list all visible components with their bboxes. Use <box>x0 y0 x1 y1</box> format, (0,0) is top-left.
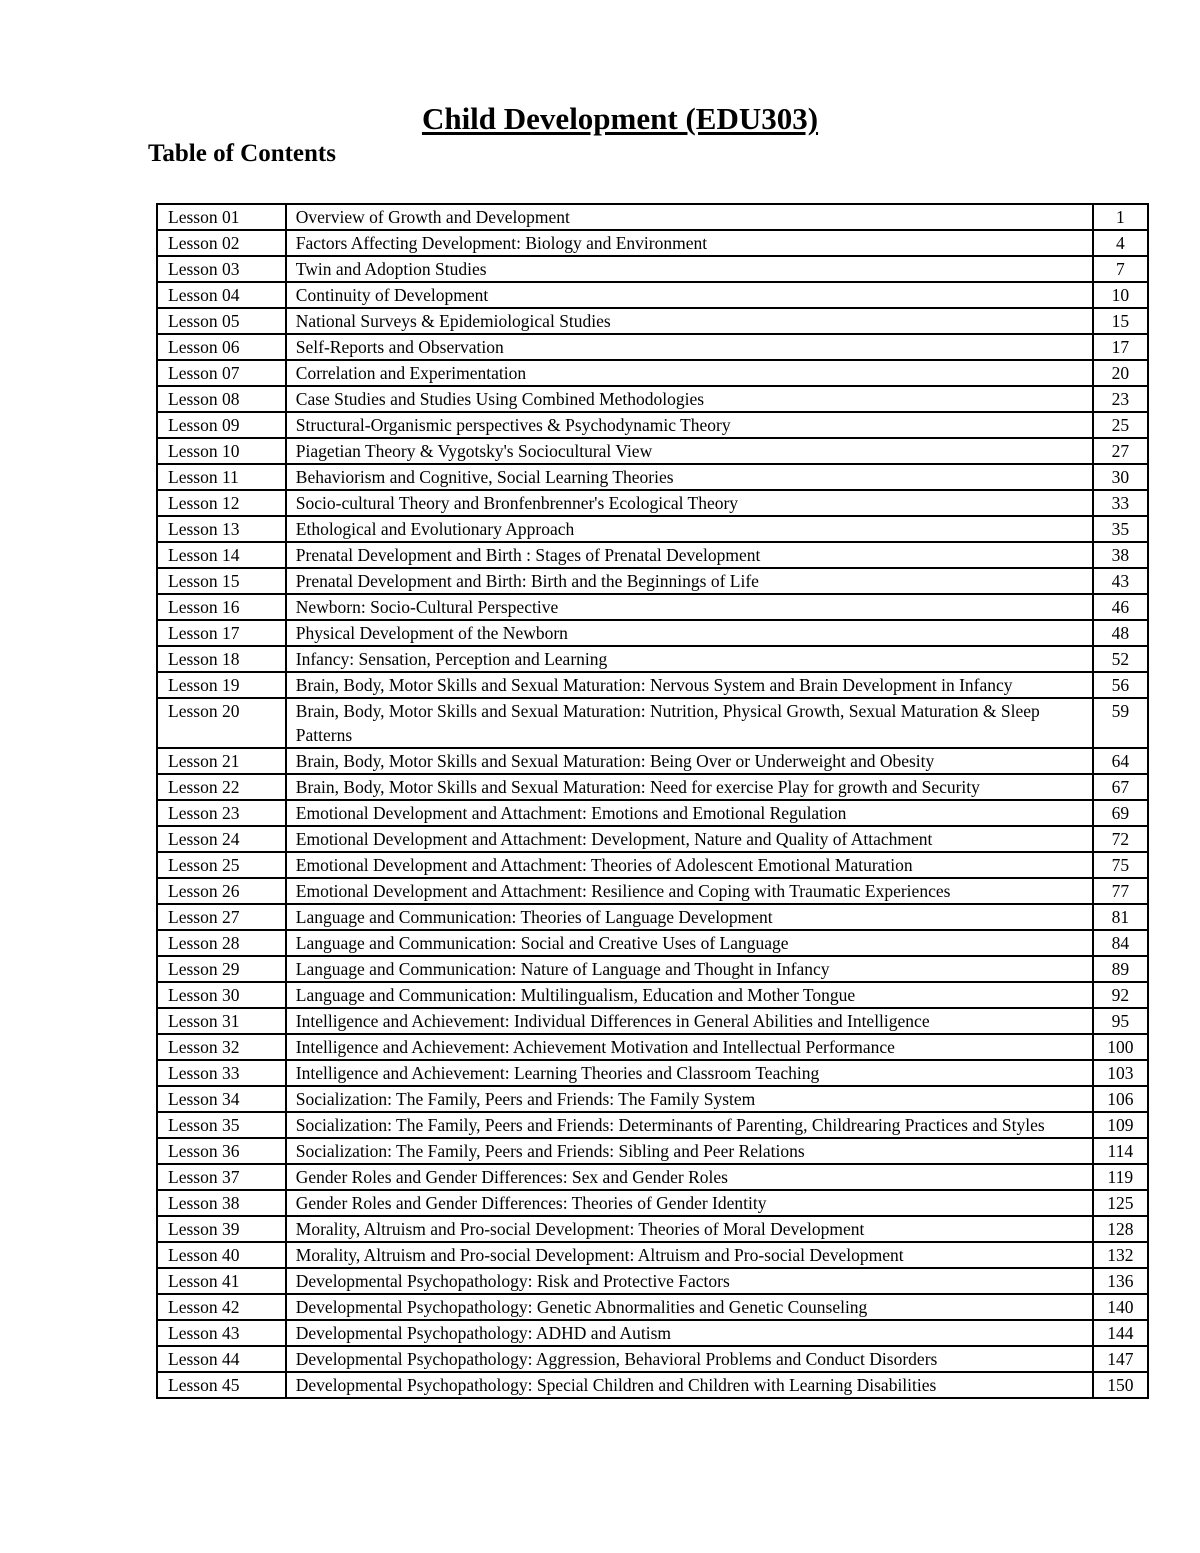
lesson-topic: National Surveys & Epidemiological Studies <box>286 308 1093 334</box>
lesson-topic: Brain, Body, Motor Skills and Sexual Maturation: Being Over or Underweight and Obesity <box>286 748 1093 774</box>
page-number: 140 <box>1093 1294 1148 1320</box>
lesson-number: Lesson 07 <box>157 360 286 386</box>
lesson-topic: Developmental Psychopathology: Aggression, Behavioral Problems and Conduct Disorders <box>286 1346 1093 1372</box>
lesson-topic: Newborn: Socio-Cultural Perspective <box>286 594 1093 620</box>
lesson-number: Lesson 16 <box>157 594 286 620</box>
page-number: 25 <box>1093 412 1148 438</box>
toc-row <box>157 698 1148 748</box>
page-number: 114 <box>1093 1138 1148 1164</box>
page-number: 59 <box>1093 698 1148 748</box>
lesson-number: Lesson 03 <box>157 256 286 282</box>
lesson-number: Lesson 10 <box>157 438 286 464</box>
lesson-number: Lesson 23 <box>157 800 286 826</box>
toc-row <box>157 1008 1148 1034</box>
toc-row <box>157 490 1148 516</box>
lesson-topic: Piagetian Theory & Vygotsky's Sociocultural View <box>286 438 1093 464</box>
toc-row <box>157 1112 1148 1138</box>
page-number: 64 <box>1093 748 1148 774</box>
toc-row <box>157 1034 1148 1060</box>
lesson-number: Lesson 20 <box>157 698 286 748</box>
toc-row <box>157 982 1148 1008</box>
toc-row <box>157 774 1148 800</box>
lesson-topic: Language and Communication: Social and Creative Uses of Language <box>286 930 1093 956</box>
lesson-topic: Brain, Body, Motor Skills and Sexual Maturation: Nervous System and Brain Development in Infancy <box>286 672 1093 698</box>
lesson-topic: Physical Development of the Newborn <box>286 620 1093 646</box>
toc-row <box>157 646 1148 672</box>
lesson-topic: Socialization: The Family, Peers and Friends: Determinants of Parenting, Childrearing Practices and Styles <box>286 1112 1093 1138</box>
lesson-number: Lesson 04 <box>157 282 286 308</box>
toc-row <box>157 1242 1148 1268</box>
lesson-number: Lesson 38 <box>157 1190 286 1216</box>
lesson-number: Lesson 22 <box>157 774 286 800</box>
lesson-topic: Socio-cultural Theory and Bronfenbrenner's Ecological Theory <box>286 490 1093 516</box>
page-number: 150 <box>1093 1372 1148 1398</box>
lesson-number: Lesson 40 <box>157 1242 286 1268</box>
toc-row <box>157 1138 1148 1164</box>
lesson-topic: Emotional Development and Attachment: Theories of Adolescent Emotional Maturation <box>286 852 1093 878</box>
lesson-topic: Developmental Psychopathology: ADHD and Autism <box>286 1320 1093 1346</box>
page-number: 23 <box>1093 386 1148 412</box>
lesson-number: Lesson 06 <box>157 334 286 360</box>
lesson-number: Lesson 27 <box>157 904 286 930</box>
toc-row <box>157 282 1148 308</box>
lesson-topic: Correlation and Experimentation <box>286 360 1093 386</box>
page-number: 69 <box>1093 800 1148 826</box>
toc-row <box>157 230 1148 256</box>
toc-row <box>157 438 1148 464</box>
page-number: 17 <box>1093 334 1148 360</box>
lesson-number: Lesson 17 <box>157 620 286 646</box>
page-number: 7 <box>1093 256 1148 282</box>
lesson-number: Lesson 14 <box>157 542 286 568</box>
lesson-number: Lesson 09 <box>157 412 286 438</box>
lesson-topic: Developmental Psychopathology: Risk and Protective Factors <box>286 1268 1093 1294</box>
toc-row <box>157 1190 1148 1216</box>
toc-row <box>157 620 1148 646</box>
lesson-topic: Emotional Development and Attachment: Resilience and Coping with Traumatic Experiences <box>286 878 1093 904</box>
toc-row <box>157 1320 1148 1346</box>
lesson-topic: Language and Communication: Nature of Language and Thought in Infancy <box>286 956 1093 982</box>
page-number: 84 <box>1093 930 1148 956</box>
lesson-topic: Continuity of Development <box>286 282 1093 308</box>
lesson-number: Lesson 29 <box>157 956 286 982</box>
page-number: 10 <box>1093 282 1148 308</box>
toc-row <box>157 568 1148 594</box>
lesson-number: Lesson 19 <box>157 672 286 698</box>
lesson-topic: Gender Roles and Gender Differences: Theories of Gender Identity <box>286 1190 1093 1216</box>
page-number: 100 <box>1093 1034 1148 1060</box>
page-number: 35 <box>1093 516 1148 542</box>
lesson-topic: Intelligence and Achievement: Learning Theories and Classroom Teaching <box>286 1060 1093 1086</box>
toc-body <box>157 204 1148 1398</box>
page-number: 27 <box>1093 438 1148 464</box>
lesson-number: Lesson 34 <box>157 1086 286 1112</box>
lesson-number: Lesson 33 <box>157 1060 286 1086</box>
toc-row <box>157 256 1148 282</box>
page-number: 119 <box>1093 1164 1148 1190</box>
toc-row <box>157 334 1148 360</box>
toc-row <box>157 308 1148 334</box>
lesson-topic: Factors Affecting Development: Biology and Environment <box>286 230 1093 256</box>
lesson-topic: Ethological and Evolutionary Approach <box>286 516 1093 542</box>
lesson-topic: Intelligence and Achievement: Achievement Motivation and Intellectual Performance <box>286 1034 1093 1060</box>
lesson-number: Lesson 32 <box>157 1034 286 1060</box>
lesson-topic: Overview of Growth and Development <box>286 204 1093 230</box>
lesson-topic: Emotional Development and Attachment: Emotions and Emotional Regulation <box>286 800 1093 826</box>
toc-heading: Table of Contents <box>148 140 336 167</box>
toc-row <box>157 1216 1148 1242</box>
lesson-topic: Socialization: The Family, Peers and Friends: Sibling and Peer Relations <box>286 1138 1093 1164</box>
lesson-number: Lesson 25 <box>157 852 286 878</box>
page-number: 33 <box>1093 490 1148 516</box>
toc-row <box>157 1164 1148 1190</box>
page-number: 109 <box>1093 1112 1148 1138</box>
toc-row <box>157 542 1148 568</box>
page-number: 106 <box>1093 1086 1148 1112</box>
page-number: 132 <box>1093 1242 1148 1268</box>
lesson-topic: Morality, Altruism and Pro-social Development: Altruism and Pro-social Development <box>286 1242 1093 1268</box>
toc-row <box>157 852 1148 878</box>
toc-row <box>157 204 1148 230</box>
lesson-number: Lesson 13 <box>157 516 286 542</box>
page-number: 89 <box>1093 956 1148 982</box>
page-number: 72 <box>1093 826 1148 852</box>
lesson-topic: Structural-Organismic perspectives & Psychodynamic Theory <box>286 412 1093 438</box>
lesson-number: Lesson 30 <box>157 982 286 1008</box>
lesson-number: Lesson 26 <box>157 878 286 904</box>
toc-row <box>157 1060 1148 1086</box>
lesson-topic: Emotional Development and Attachment: Development, Nature and Quality of Attachment <box>286 826 1093 852</box>
page-number: 77 <box>1093 878 1148 904</box>
toc-row <box>157 360 1148 386</box>
lesson-topic: Behaviorism and Cognitive, Social Learning Theories <box>286 464 1093 490</box>
toc-row <box>157 904 1148 930</box>
lesson-number: Lesson 43 <box>157 1320 286 1346</box>
toc-row <box>157 516 1148 542</box>
page-number: 147 <box>1093 1346 1148 1372</box>
page-number: 92 <box>1093 982 1148 1008</box>
toc-row <box>157 878 1148 904</box>
lesson-number: Lesson 08 <box>157 386 286 412</box>
lesson-number: Lesson 31 <box>157 1008 286 1034</box>
page-number: 136 <box>1093 1268 1148 1294</box>
toc-row <box>157 956 1148 982</box>
lesson-number: Lesson 35 <box>157 1112 286 1138</box>
toc-row <box>157 800 1148 826</box>
page-number: 67 <box>1093 774 1148 800</box>
page-number: 95 <box>1093 1008 1148 1034</box>
page-number: 81 <box>1093 904 1148 930</box>
lesson-topic: Brain, Body, Motor Skills and Sexual Maturation: Nutrition, Physical Growth, Sexual Maturation & Sleep Patterns <box>286 698 1093 748</box>
lesson-topic: Language and Communication: Theories of Language Development <box>286 904 1093 930</box>
lesson-number: Lesson 05 <box>157 308 286 334</box>
lesson-topic: Prenatal Development and Birth : Stages of Prenatal Development <box>286 542 1093 568</box>
lesson-number: Lesson 11 <box>157 464 286 490</box>
page-number: 20 <box>1093 360 1148 386</box>
lesson-number: Lesson 36 <box>157 1138 286 1164</box>
lesson-topic: Socialization: The Family, Peers and Friends: The Family System <box>286 1086 1093 1112</box>
toc-row <box>157 672 1148 698</box>
lesson-number: Lesson 18 <box>157 646 286 672</box>
page-number: 48 <box>1093 620 1148 646</box>
page-number: 43 <box>1093 568 1148 594</box>
page-number: 75 <box>1093 852 1148 878</box>
page-number: 56 <box>1093 672 1148 698</box>
document-title: Child Development (EDU303) <box>421 101 819 136</box>
page-number: 52 <box>1093 646 1148 672</box>
lesson-topic: Self-Reports and Observation <box>286 334 1093 360</box>
page-number: 15 <box>1093 308 1148 334</box>
lesson-number: Lesson 15 <box>157 568 286 594</box>
page-number: 103 <box>1093 1060 1148 1086</box>
lesson-number: Lesson 12 <box>157 490 286 516</box>
lesson-topic: Prenatal Development and Birth: Birth and the Beginnings of Life <box>286 568 1093 594</box>
toc-row <box>157 386 1148 412</box>
page-number: 125 <box>1093 1190 1148 1216</box>
lesson-number: Lesson 44 <box>157 1346 286 1372</box>
page-number: 144 <box>1093 1320 1148 1346</box>
page-number: 1 <box>1093 204 1148 230</box>
page-number: 4 <box>1093 230 1148 256</box>
page-number: 38 <box>1093 542 1148 568</box>
lesson-topic: Language and Communication: Multilingualism, Education and Mother Tongue <box>286 982 1093 1008</box>
lesson-number: Lesson 24 <box>157 826 286 852</box>
lesson-topic: Infancy: Sensation, Perception and Learning <box>286 646 1093 672</box>
page-number: 30 <box>1093 464 1148 490</box>
lesson-topic: Brain, Body, Motor Skills and Sexual Maturation: Need for exercise Play for growth and Security <box>286 774 1093 800</box>
lesson-number: Lesson 21 <box>157 748 286 774</box>
toc-table <box>156 203 1149 1399</box>
lesson-number: Lesson 39 <box>157 1216 286 1242</box>
lesson-number: Lesson 41 <box>157 1268 286 1294</box>
toc-row <box>157 1086 1148 1112</box>
lesson-topic: Morality, Altruism and Pro-social Development: Theories of Moral Development <box>286 1216 1093 1242</box>
lesson-number: Lesson 37 <box>157 1164 286 1190</box>
lesson-topic: Developmental Psychopathology: Genetic Abnormalities and Genetic Counseling <box>286 1294 1093 1320</box>
toc-row <box>157 1346 1148 1372</box>
lesson-topic: Developmental Psychopathology: Special Children and Children with Learning Disabilities <box>286 1372 1093 1398</box>
toc-row <box>157 464 1148 490</box>
lesson-number: Lesson 42 <box>157 1294 286 1320</box>
toc-row <box>157 826 1148 852</box>
toc-row <box>157 1294 1148 1320</box>
toc-row <box>157 1268 1148 1294</box>
page-number: 128 <box>1093 1216 1148 1242</box>
page-number: 46 <box>1093 594 1148 620</box>
toc-row <box>157 594 1148 620</box>
lesson-number: Lesson 28 <box>157 930 286 956</box>
toc-row <box>157 1372 1148 1398</box>
lesson-topic: Twin and Adoption Studies <box>286 256 1093 282</box>
toc-row <box>157 930 1148 956</box>
lesson-number: Lesson 45 <box>157 1372 286 1398</box>
lesson-topic: Case Studies and Studies Using Combined Methodologies <box>286 386 1093 412</box>
lesson-number: Lesson 02 <box>157 230 286 256</box>
lesson-number: Lesson 01 <box>157 204 286 230</box>
lesson-topic: Intelligence and Achievement: Individual Differences in General Abilities and Intelligence <box>286 1008 1093 1034</box>
lesson-topic: Gender Roles and Gender Differences: Sex and Gender Roles <box>286 1164 1093 1190</box>
toc-row <box>157 412 1148 438</box>
toc-row <box>157 748 1148 774</box>
